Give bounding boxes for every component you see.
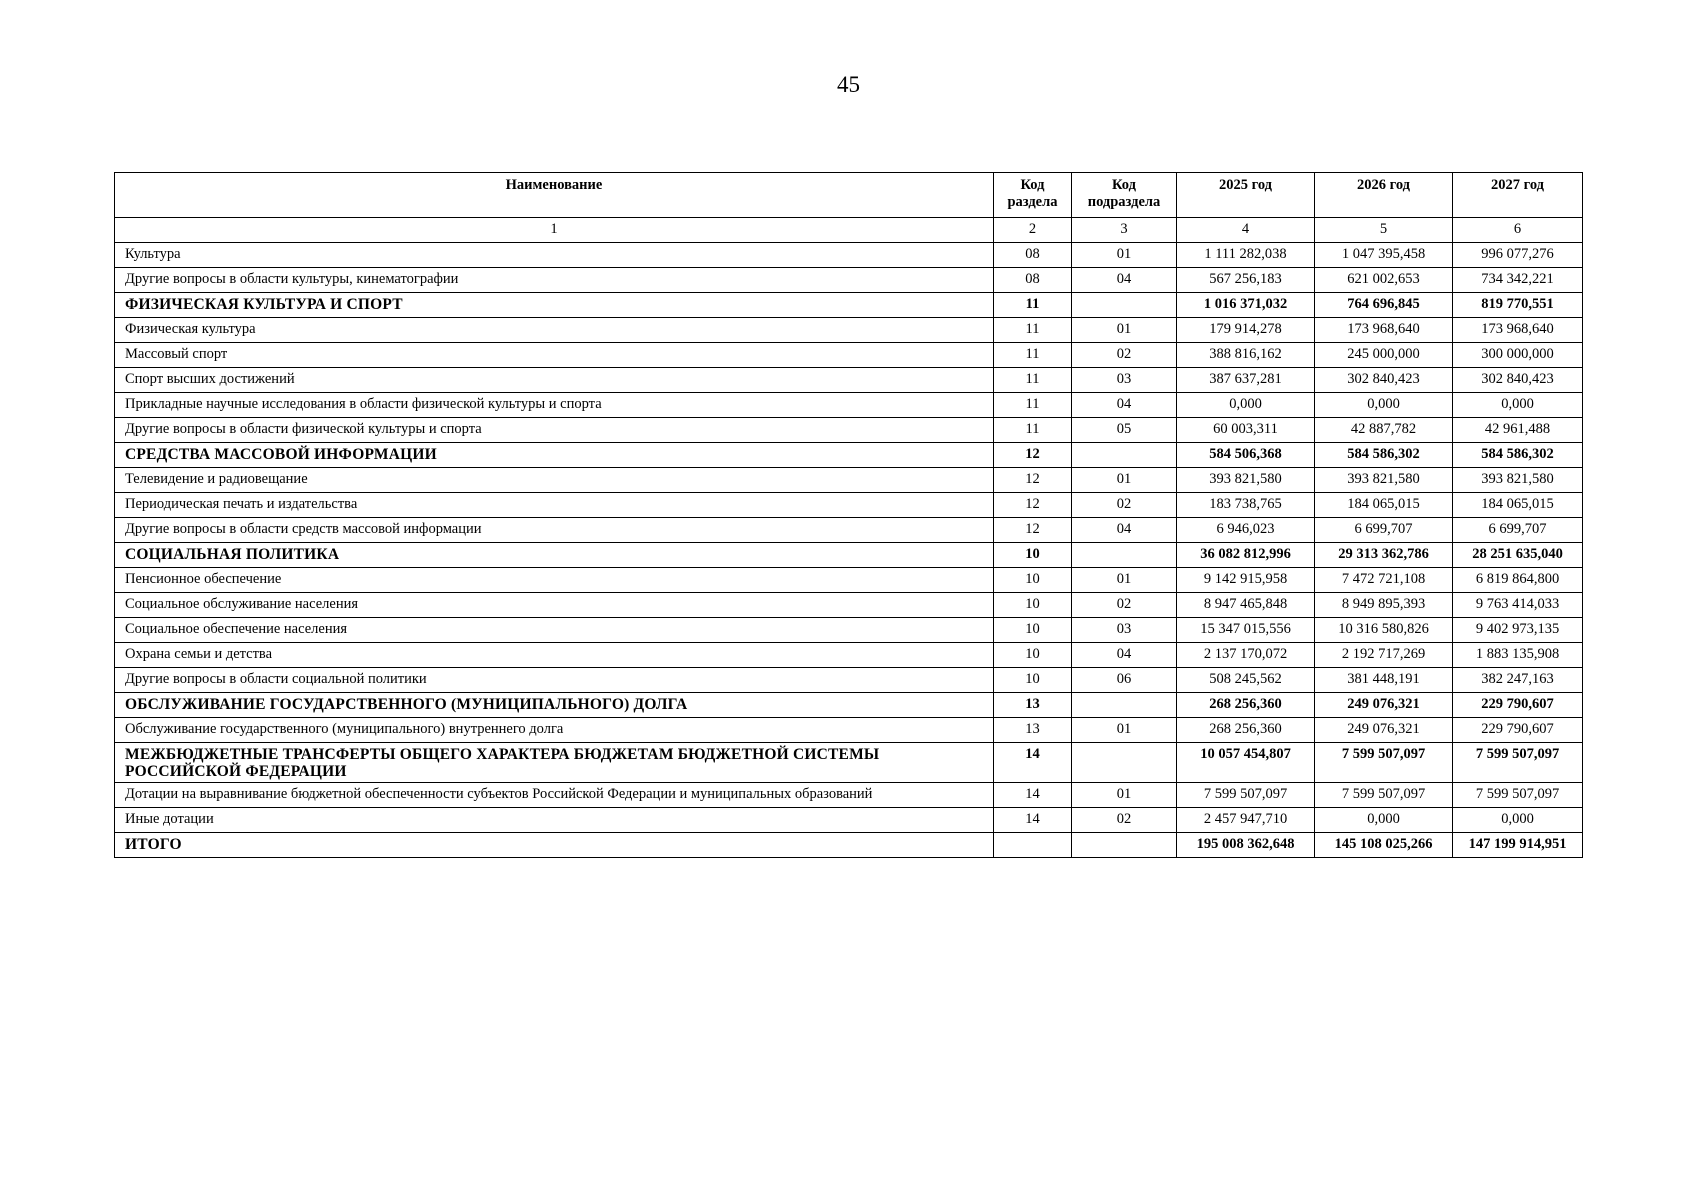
row-name: Другие вопросы в области социальной политики xyxy=(115,668,994,693)
row-section-code: 11 xyxy=(994,318,1072,343)
row-subsection-code: 04 xyxy=(1072,393,1177,418)
column-number: 4 xyxy=(1177,218,1315,243)
row-value-2027: 6 699,707 xyxy=(1453,518,1583,543)
row-section-code: 08 xyxy=(994,243,1072,268)
row-section-code: 14 xyxy=(994,808,1072,833)
row-section-code: 14 xyxy=(994,743,1072,783)
row-value-2025: 1 111 282,038 xyxy=(1177,243,1315,268)
table-row xyxy=(115,668,1583,693)
row-value-2027: 229 790,607 xyxy=(1453,693,1583,718)
row-name: Другие вопросы в области средств массовой информации xyxy=(115,518,994,543)
row-subsection-code xyxy=(1072,443,1177,468)
row-name: Иные дотации xyxy=(115,808,994,833)
row-value-2026: 0,000 xyxy=(1315,393,1453,418)
row-value-2025: 9 142 915,958 xyxy=(1177,568,1315,593)
row-value-2026: 1 047 395,458 xyxy=(1315,243,1453,268)
row-section-code: 11 xyxy=(994,418,1072,443)
row-value-2027: 9 763 414,033 xyxy=(1453,593,1583,618)
row-value-2026: 42 887,782 xyxy=(1315,418,1453,443)
row-name: Спорт высших достижений xyxy=(115,368,994,393)
table-row-total xyxy=(115,833,1583,858)
table-row xyxy=(115,718,1583,743)
row-section-code: 12 xyxy=(994,493,1072,518)
row-value-2026: 249 076,321 xyxy=(1315,693,1453,718)
row-value-2027: 229 790,607 xyxy=(1453,718,1583,743)
column-number: 1 xyxy=(115,218,994,243)
row-value-2027: 1 883 135,908 xyxy=(1453,643,1583,668)
row-value-2027: 996 077,276 xyxy=(1453,243,1583,268)
row-value-2027: 7 599 507,097 xyxy=(1453,743,1583,783)
row-name: ФИЗИЧЕСКАЯ КУЛЬТУРА И СПОРТ xyxy=(115,293,994,318)
header-name: Наименование xyxy=(115,173,994,218)
row-value-2026: 6 699,707 xyxy=(1315,518,1453,543)
row-subsection-code: 01 xyxy=(1072,718,1177,743)
row-value-2026: 764 696,845 xyxy=(1315,293,1453,318)
row-value-2027: 300 000,000 xyxy=(1453,343,1583,368)
row-subsection-code: 02 xyxy=(1072,493,1177,518)
table-row xyxy=(115,243,1583,268)
table-row-total xyxy=(115,543,1583,568)
table-row xyxy=(115,808,1583,833)
row-subsection-code: 01 xyxy=(1072,468,1177,493)
row-value-2027: 584 586,302 xyxy=(1453,443,1583,468)
row-section-code: 11 xyxy=(994,343,1072,368)
row-name: Другие вопросы в области физической культуры и спорта xyxy=(115,418,994,443)
row-value-2026: 249 076,321 xyxy=(1315,718,1453,743)
header-row xyxy=(115,173,1583,218)
row-value-2025: 6 946,023 xyxy=(1177,518,1315,543)
row-value-2026: 29 313 362,786 xyxy=(1315,543,1453,568)
row-value-2025: 15 347 015,556 xyxy=(1177,618,1315,643)
row-value-2027: 9 402 973,135 xyxy=(1453,618,1583,643)
row-name: Телевидение и радиовещание xyxy=(115,468,994,493)
row-value-2025: 36 082 812,996 xyxy=(1177,543,1315,568)
table-row xyxy=(115,593,1583,618)
row-section-code: 12 xyxy=(994,518,1072,543)
column-number-row xyxy=(115,218,1583,243)
row-subsection-code: 03 xyxy=(1072,618,1177,643)
row-section-code: 13 xyxy=(994,718,1072,743)
row-name: Охрана семьи и детства xyxy=(115,643,994,668)
table-row-total xyxy=(115,743,1583,783)
row-section-code: 11 xyxy=(994,393,1072,418)
row-value-2026: 10 316 580,826 xyxy=(1315,618,1453,643)
table-row xyxy=(115,493,1583,518)
row-name: Социальное обслуживание населения xyxy=(115,593,994,618)
row-subsection-code xyxy=(1072,543,1177,568)
row-name: ОБСЛУЖИВАНИЕ ГОСУДАРСТВЕННОГО (МУНИЦИПАЛЬНОГО) ДОЛГА xyxy=(115,693,994,718)
row-value-2026: 173 968,640 xyxy=(1315,318,1453,343)
row-section-code: 10 xyxy=(994,593,1072,618)
row-value-2026: 8 949 895,393 xyxy=(1315,593,1453,618)
row-subsection-code: 01 xyxy=(1072,783,1177,808)
table-row xyxy=(115,393,1583,418)
table-row xyxy=(115,368,1583,393)
row-value-2025: 2 137 170,072 xyxy=(1177,643,1315,668)
row-subsection-code xyxy=(1072,833,1177,858)
table-row xyxy=(115,343,1583,368)
table-row xyxy=(115,318,1583,343)
row-value-2027: 819 770,551 xyxy=(1453,293,1583,318)
row-value-2027: 393 821,580 xyxy=(1453,468,1583,493)
row-name: Физическая культура xyxy=(115,318,994,343)
table-row xyxy=(115,468,1583,493)
header-year-2027: 2027 год xyxy=(1453,173,1583,218)
row-value-2027: 7 599 507,097 xyxy=(1453,783,1583,808)
row-section-code xyxy=(994,833,1072,858)
row-subsection-code: 01 xyxy=(1072,243,1177,268)
row-value-2025: 7 599 507,097 xyxy=(1177,783,1315,808)
row-subsection-code xyxy=(1072,293,1177,318)
row-value-2026: 393 821,580 xyxy=(1315,468,1453,493)
table-row xyxy=(115,618,1583,643)
row-value-2026: 381 448,191 xyxy=(1315,668,1453,693)
row-value-2025: 1 016 371,032 xyxy=(1177,293,1315,318)
table-row xyxy=(115,268,1583,293)
row-name: МЕЖБЮДЖЕТНЫЕ ТРАНСФЕРТЫ ОБЩЕГО ХАРАКТЕРА БЮДЖЕТАМ БЮДЖЕТНОЙ СИСТЕМЫ РОССИЙСКОЙ ФЕДЕРАЦИИ xyxy=(115,743,994,783)
row-subsection-code: 01 xyxy=(1072,568,1177,593)
row-value-2025: 508 245,562 xyxy=(1177,668,1315,693)
row-value-2027: 42 961,488 xyxy=(1453,418,1583,443)
row-section-code: 08 xyxy=(994,268,1072,293)
row-value-2025: 567 256,183 xyxy=(1177,268,1315,293)
row-name: Другие вопросы в области культуры, кинематографии xyxy=(115,268,994,293)
row-section-code: 12 xyxy=(994,468,1072,493)
row-value-2027: 382 247,163 xyxy=(1453,668,1583,693)
row-subsection-code xyxy=(1072,693,1177,718)
column-number: 5 xyxy=(1315,218,1453,243)
row-subsection-code: 02 xyxy=(1072,593,1177,618)
table-body xyxy=(115,243,1583,858)
table-row xyxy=(115,643,1583,668)
page-number: 45 xyxy=(837,72,860,97)
table-row-total xyxy=(115,443,1583,468)
row-value-2026: 7 599 507,097 xyxy=(1315,743,1453,783)
table-row xyxy=(115,783,1583,808)
row-value-2025: 268 256,360 xyxy=(1177,693,1315,718)
row-value-2026: 302 840,423 xyxy=(1315,368,1453,393)
row-value-2025: 183 738,765 xyxy=(1177,493,1315,518)
row-section-code: 11 xyxy=(994,293,1072,318)
row-value-2026: 584 586,302 xyxy=(1315,443,1453,468)
row-name: ИТОГО xyxy=(115,833,994,858)
row-value-2025: 584 506,368 xyxy=(1177,443,1315,468)
row-value-2027: 6 819 864,800 xyxy=(1453,568,1583,593)
row-value-2027: 147 199 914,951 xyxy=(1453,833,1583,858)
row-value-2025: 393 821,580 xyxy=(1177,468,1315,493)
table-row-total xyxy=(115,693,1583,718)
row-name: Социальное обеспечение населения xyxy=(115,618,994,643)
row-section-code: 10 xyxy=(994,618,1072,643)
row-name: Массовый спорт xyxy=(115,343,994,368)
table-row xyxy=(115,418,1583,443)
row-value-2025: 387 637,281 xyxy=(1177,368,1315,393)
row-name: Дотации на выравнивание бюджетной обеспеченности субъектов Российской Федерации и муниципальных образований xyxy=(115,783,994,808)
row-section-code: 10 xyxy=(994,568,1072,593)
row-value-2025: 268 256,360 xyxy=(1177,718,1315,743)
row-value-2027: 302 840,423 xyxy=(1453,368,1583,393)
row-subsection-code: 05 xyxy=(1072,418,1177,443)
table-row-total xyxy=(115,293,1583,318)
header-section-code: Код раздела xyxy=(994,173,1072,218)
row-value-2027: 0,000 xyxy=(1453,393,1583,418)
row-section-code: 13 xyxy=(994,693,1072,718)
header-year-2025: 2025 год xyxy=(1177,173,1315,218)
column-number: 6 xyxy=(1453,218,1583,243)
row-value-2026: 2 192 717,269 xyxy=(1315,643,1453,668)
row-section-code: 10 xyxy=(994,643,1072,668)
row-subsection-code xyxy=(1072,743,1177,783)
row-value-2026: 621 002,653 xyxy=(1315,268,1453,293)
row-value-2027: 28 251 635,040 xyxy=(1453,543,1583,568)
row-value-2026: 245 000,000 xyxy=(1315,343,1453,368)
header-year-2026: 2026 год xyxy=(1315,173,1453,218)
row-section-code: 14 xyxy=(994,783,1072,808)
row-subsection-code: 06 xyxy=(1072,668,1177,693)
row-value-2025: 0,000 xyxy=(1177,393,1315,418)
row-value-2027: 0,000 xyxy=(1453,808,1583,833)
row-value-2026: 184 065,015 xyxy=(1315,493,1453,518)
column-number: 2 xyxy=(994,218,1072,243)
row-value-2025: 10 057 454,807 xyxy=(1177,743,1315,783)
row-subsection-code: 01 xyxy=(1072,318,1177,343)
row-subsection-code: 03 xyxy=(1072,368,1177,393)
row-value-2026: 7 472 721,108 xyxy=(1315,568,1453,593)
row-value-2025: 8 947 465,848 xyxy=(1177,593,1315,618)
row-value-2027: 173 968,640 xyxy=(1453,318,1583,343)
row-name: Периодическая печать и издательства xyxy=(115,493,994,518)
row-value-2026: 145 108 025,266 xyxy=(1315,833,1453,858)
row-name: СРЕДСТВА МАССОВОЙ ИНФОРМАЦИИ xyxy=(115,443,994,468)
row-name: Культура xyxy=(115,243,994,268)
table-row xyxy=(115,518,1583,543)
row-value-2025: 388 816,162 xyxy=(1177,343,1315,368)
row-subsection-code: 04 xyxy=(1072,643,1177,668)
row-subsection-code: 04 xyxy=(1072,518,1177,543)
row-name: Прикладные научные исследования в области физической культуры и спорта xyxy=(115,393,994,418)
row-value-2025: 179 914,278 xyxy=(1177,318,1315,343)
row-value-2025: 60 003,311 xyxy=(1177,418,1315,443)
row-value-2026: 0,000 xyxy=(1315,808,1453,833)
column-number: 3 xyxy=(1072,218,1177,243)
row-value-2027: 734 342,221 xyxy=(1453,268,1583,293)
row-section-code: 11 xyxy=(994,368,1072,393)
header-subsection-code: Код подраздела xyxy=(1072,173,1177,218)
row-subsection-code: 04 xyxy=(1072,268,1177,293)
budget-table xyxy=(114,172,1583,858)
row-subsection-code: 02 xyxy=(1072,808,1177,833)
row-value-2027: 184 065,015 xyxy=(1453,493,1583,518)
row-value-2026: 7 599 507,097 xyxy=(1315,783,1453,808)
row-section-code: 10 xyxy=(994,668,1072,693)
row-section-code: 12 xyxy=(994,443,1072,468)
table-row xyxy=(115,568,1583,593)
row-name: СОЦИАЛЬНАЯ ПОЛИТИКА xyxy=(115,543,994,568)
row-name: Обслуживание государственного (муниципального) внутреннего долга xyxy=(115,718,994,743)
row-value-2025: 2 457 947,710 xyxy=(1177,808,1315,833)
row-subsection-code: 02 xyxy=(1072,343,1177,368)
row-name: Пенсионное обеспечение xyxy=(115,568,994,593)
row-section-code: 10 xyxy=(994,543,1072,568)
row-value-2025: 195 008 362,648 xyxy=(1177,833,1315,858)
